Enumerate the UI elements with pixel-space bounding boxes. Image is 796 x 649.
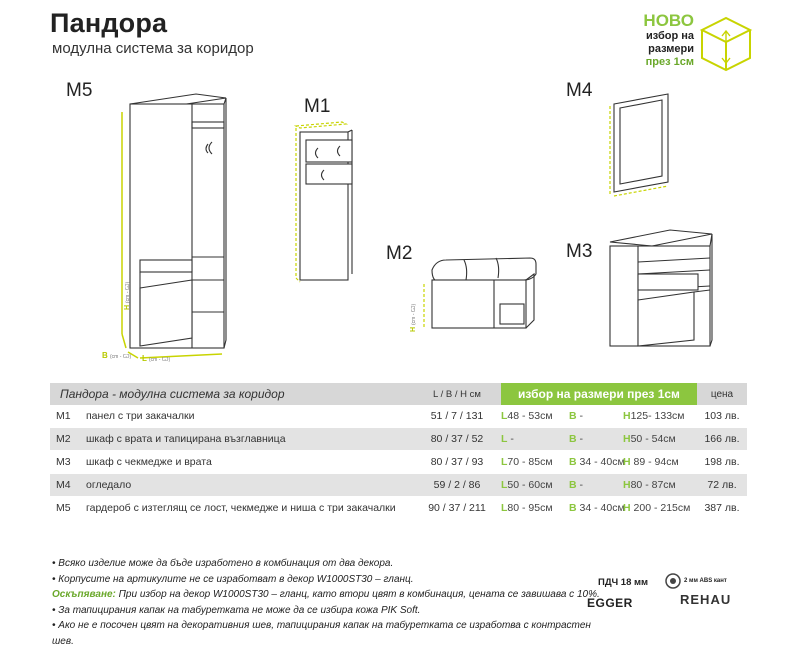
cabinet-m3-drawing [600,222,720,352]
module-label-m3: M3 [566,241,593,262]
row-code: M5 [50,497,86,520]
row-select [501,451,697,474]
notes-block [52,556,612,649]
row-name: огледало [86,474,413,497]
l-letter: L [501,433,508,445]
m5-depth-label [102,351,131,360]
header-name: Пандора - модулна система за коридор [50,383,413,405]
panel-m1-drawing [290,118,370,288]
novo-line-1: избор на [645,30,694,42]
l-value: 80 - 95см [507,502,553,514]
novo-word: НОВО [643,11,694,30]
spec-table [50,383,747,520]
m5-depth-letter: B [102,351,108,360]
page-subtitle: модулна система за коридор [52,40,254,57]
h-value: 89 - 94см [633,456,679,468]
h-value: 50 - 54см [630,433,676,445]
row-name: панел с три закачалки [86,405,413,428]
b-value: 34 - 40см [579,456,625,468]
h-letter: H [623,410,631,422]
table-row [50,405,747,428]
note-2: • Корпусите на артикулите не се изработват в декор W1000ST30 – гланц. [52,573,414,585]
row-select [501,497,697,520]
module-label-m5: M5 [66,80,93,101]
b-value: - [579,433,584,445]
row-price: 72 лв. [697,474,747,497]
table-row [50,474,747,497]
l-letter: L [501,410,508,422]
row-name: шкаф с чекмедже и врата [86,451,413,474]
m2-height-label [410,304,417,332]
b-letter: B [569,433,577,445]
row-name: шкаф с врата и тапицирана възглавница [86,428,413,451]
row-code: M2 [50,428,86,451]
note-3 [52,587,612,603]
header-price: цена [697,383,747,405]
module-label-m1: M1 [304,96,331,117]
egger-logo: EGGER [587,596,633,610]
h-value: 125- 133см [630,410,685,422]
row-code: M1 [50,405,86,428]
l-value: 48 - 53см [507,410,553,422]
page-title: Пандора [50,8,168,38]
m5-depth-unit: (cm - Ѡ) [110,354,132,360]
m2-height-unit: (cm - Ѡ) [411,303,417,325]
module-label-m4: M4 [566,80,593,101]
row-code: M3 [50,451,86,474]
note-3-label: Оскъпяване: [52,589,116,600]
row-select [501,405,697,428]
rehau-logo: REHAU [680,592,732,607]
wardrobe-m5-drawing [100,82,240,372]
table-row [50,451,747,474]
pdch-label: ПДЧ 18 мм [598,577,649,588]
mirror-m4-drawing [600,86,680,206]
h-letter: H [623,433,631,445]
table-row [50,428,747,451]
l-letter: L [501,479,508,491]
row-price: 387 лв. [697,497,747,520]
b-value: - [579,479,584,491]
note-5: • Ако не е посочен цвят на декоративния шев, тапицирания капак на табуретката се изработва с контрастен шев. [52,620,591,647]
m5-height-letter: H [124,304,131,310]
row-dims: 80 / 37 / 93 [413,451,501,474]
l-letter: L [501,456,508,468]
row-dims: 59 / 2 / 86 [413,474,501,497]
row-price: 103 лв. [697,405,747,428]
row-dims: 80 / 37 / 52 [413,428,501,451]
module-label-m2: M2 [386,243,413,264]
row-price: 166 лв. [697,428,747,451]
row-select [501,428,697,451]
m5-length-letter: L [142,354,147,363]
header-dims: L / B / H см [413,383,501,405]
b-value: - [579,410,584,422]
h-letter: H [623,502,631,514]
b-value: 34 - 40см [579,502,625,514]
novo-line-2: размери [648,43,694,55]
header-select: избор на размери през 1см [501,383,697,405]
row-dims: 90 / 37 / 211 [413,497,501,520]
row-dims: 51 / 7 / 131 [413,405,501,428]
row-code: M4 [50,474,86,497]
novo-line-3: през 1см [645,56,694,68]
l-value: 50 - 60см [507,479,553,491]
abs-edge-icon [664,572,682,590]
b-letter: B [569,502,577,514]
m5-length-unit: (cm - Ѡ) [148,357,171,363]
h-letter: H [623,456,631,468]
m5-height-label [124,282,131,310]
table-header-row [50,383,747,405]
l-letter: L [501,502,508,514]
row-price: 198 лв. [697,451,747,474]
m5-length-label [142,354,170,363]
h-value: 80 - 87см [630,479,676,491]
b-letter: B [569,410,577,422]
m2-height-letter: H [410,326,417,332]
novo-badge [614,12,694,69]
row-name: гардероб с изтеглящ се лост, чекмедже и ниша с три закачалки [86,497,413,520]
note-4: • За тапицирания капак на табуретката не може да се избира кожа PIK Soft. [52,604,421,616]
abs-label: 2 мм ABS кант [684,578,727,584]
bench-m2-drawing [412,248,542,338]
l-value: 70 - 85см [507,456,553,468]
m5-height-unit: (cm - Ѡ) [125,281,131,303]
b-letter: B [569,479,577,491]
note-1: • Всяко изделие може да бъде изработено в комбинация от два декора. [52,558,394,569]
b-letter: B [569,456,577,468]
resize-cube-icon [697,12,755,74]
note-3-text: При избор на декор W1000ST30 – гланц, като втори цвят в комбинация, цената се завишава с 10%. [115,589,600,600]
l-value: - [510,433,514,445]
table-row [50,497,747,520]
h-letter: H [623,479,631,491]
row-select [501,474,697,497]
h-value: 200 - 215см [633,502,691,514]
